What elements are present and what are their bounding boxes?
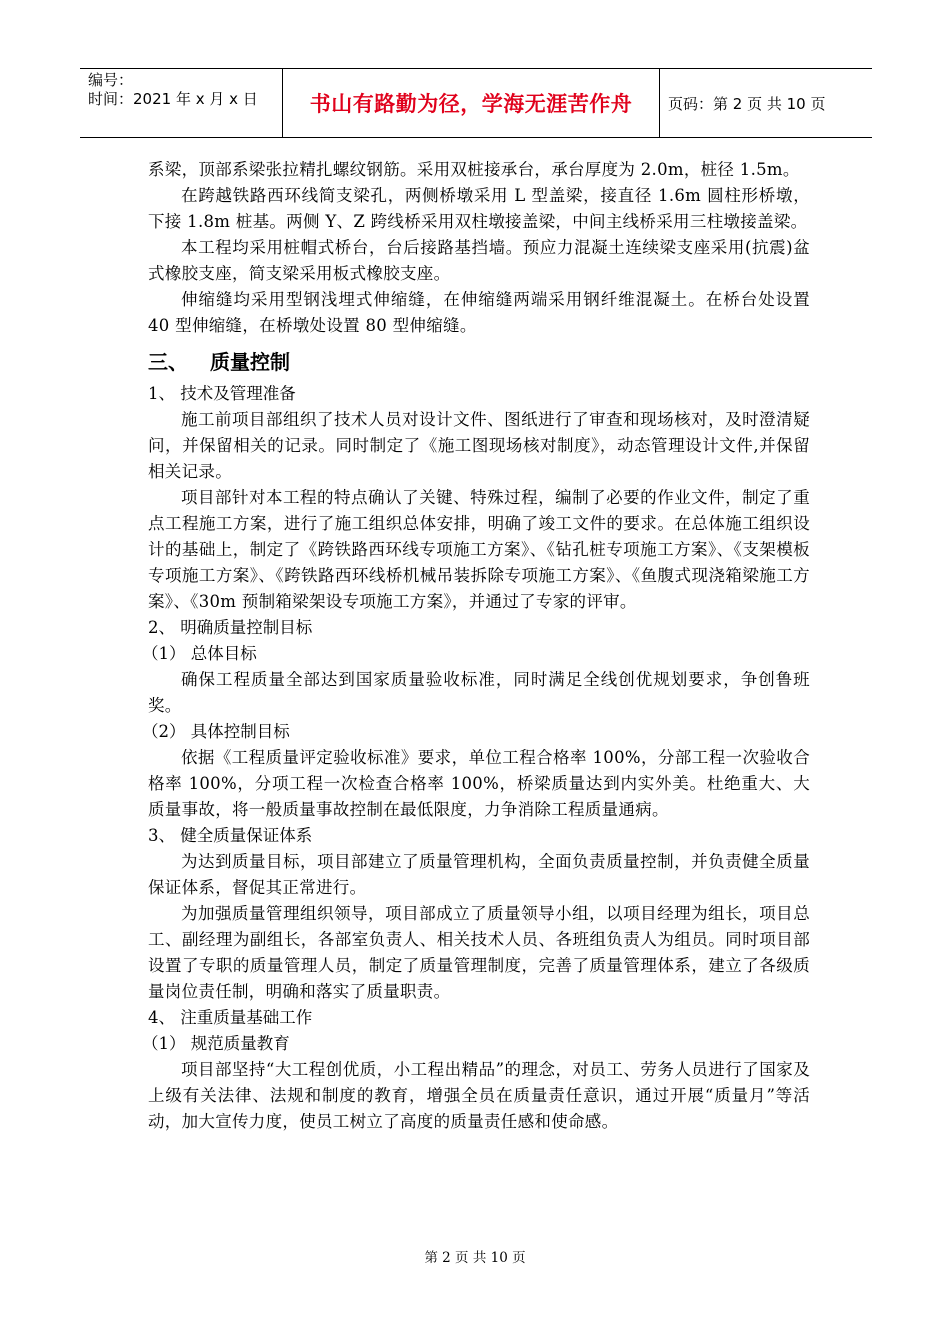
page-header: [80, 68, 872, 138]
paragraph: 系梁，顶部系梁张拉精扎螺纹钢筋。采用双桩接承台，承台厚度为 2.0m，桩径 1.5m。: [148, 160, 800, 179]
section-title: 质量控制: [210, 350, 290, 374]
subsection-heading: 2、 明确质量控制目标: [148, 618, 313, 637]
section-heading: [148, 347, 810, 377]
header-page-number: 页码：第 2 页 共 10 页: [668, 94, 826, 113]
paragraph: 为达到质量目标，项目部建立了质量管理机构，全面负责质量控制，并负责健全质量保证体系，督促其正常进行。: [148, 852, 810, 897]
paragraph: 项目部针对本工程的特点确认了关键、特殊过程，编制了必要的作业文件，制定了重点工程施工方案，进行了施工组织总体安排，明确了竣工文件的要求。在总体施工组织设计的基础上，制定了《跨铁路西环线专项施工方案》、《钻孔桩专项施工方案》、《支架模板专项施工方案》、《跨铁路西环线桥机械吊装拆除专项施工方案》、《鱼腹式现浇箱梁施工方案》、《30m 预制箱梁架设专项施工方案》，并通过了专家的评审。: [148, 488, 810, 611]
paragraph: 伸缩缝均采用型钢浅埋式伸缩缝，在伸缩缝两端采用钢纤维混凝土。在桥台处设置 40 型伸缩缝，在桥墩处设置 80 型伸缩缝。: [148, 290, 810, 335]
section-number: 三、: [148, 350, 188, 374]
item-heading: （2） 具体控制目标: [142, 722, 290, 741]
page-footer: 第 2 页 共 10 页: [424, 1250, 526, 1266]
document-body: [142, 157, 810, 1135]
subsection-heading: 1、 技术及管理准备: [148, 384, 296, 403]
paragraph: 施工前项目部组织了技术人员对设计文件、图纸进行了审查和现场核对，及时澄清疑问，并保留相关的记录。同时制定了《施工图现场核对制度》，动态管理设计文件,并保留相关记录。: [148, 410, 810, 481]
subsection-heading: 3、 健全质量保证体系: [148, 826, 313, 845]
header-meta: [80, 69, 283, 137]
paragraph: 确保工程质量全部达到国家质量验收标准，同时满足全线创优规划要求，争创鲁班奖。: [148, 670, 810, 715]
paragraph: 项目部坚持“大工程创优质，小工程出精品”的理念，对员工、劳务人员进行了国家及上级有关法律、法规和制度的教育，增强全员在质量责任意识，通过开展“质量月”等活动，加大宣传力度，使员工树立了高度的质量责任感和使命感。: [148, 1060, 810, 1131]
paragraph: 依据《工程质量评定验收标准》要求，单位工程合格率 100%，分部工程一次验收合格率 100%，分项工程一次检查合格率 100%，桥梁质量达到内实外美。杜绝重大、大质量事故，将一般质量事故控制在最低限度，力争消除工程质量通病。: [148, 748, 810, 819]
paragraph: 在跨越铁路西环线简支梁孔，两侧桥墩采用 L 型盖梁，接直径 1.6m 圆柱形桥墩，下接 1.8m 桩基。两侧 Y、Z 跨线桥采用双柱墩接盖梁，中间主线桥采用三柱墩接盖梁。: [148, 186, 810, 231]
document-number-label: 编号：: [88, 71, 134, 89]
item-heading: （1） 规范质量教育: [142, 1034, 290, 1053]
document-time-label: 时间：2021 年 x 月 x 日: [88, 90, 258, 108]
item-heading: （1） 总体目标: [142, 644, 257, 663]
paragraph: 本工程均采用桩帽式桥台，台后接路基挡墙。预应力混凝土连续梁支座采用(抗震)盆式橡胶支座，简支梁采用板式橡胶支座。: [148, 238, 810, 283]
header-motto: 书山有路勤为径，学海无涯苦作舟: [283, 69, 660, 137]
subsection-heading: 4、 注重质量基础工作: [148, 1008, 313, 1027]
paragraph: 为加强质量管理组织领导，项目部成立了质量领导小组，以项目经理为组长，项目总工、副经理为副组长，各部室负责人、相关技术人员、各班组负责人为组员。同时项目部设置了专职的质量管理人员，制定了质量管理制度，完善了质量管理体系，建立了各级质量岗位责任制，明确和落实了质量职责。: [148, 904, 810, 1001]
